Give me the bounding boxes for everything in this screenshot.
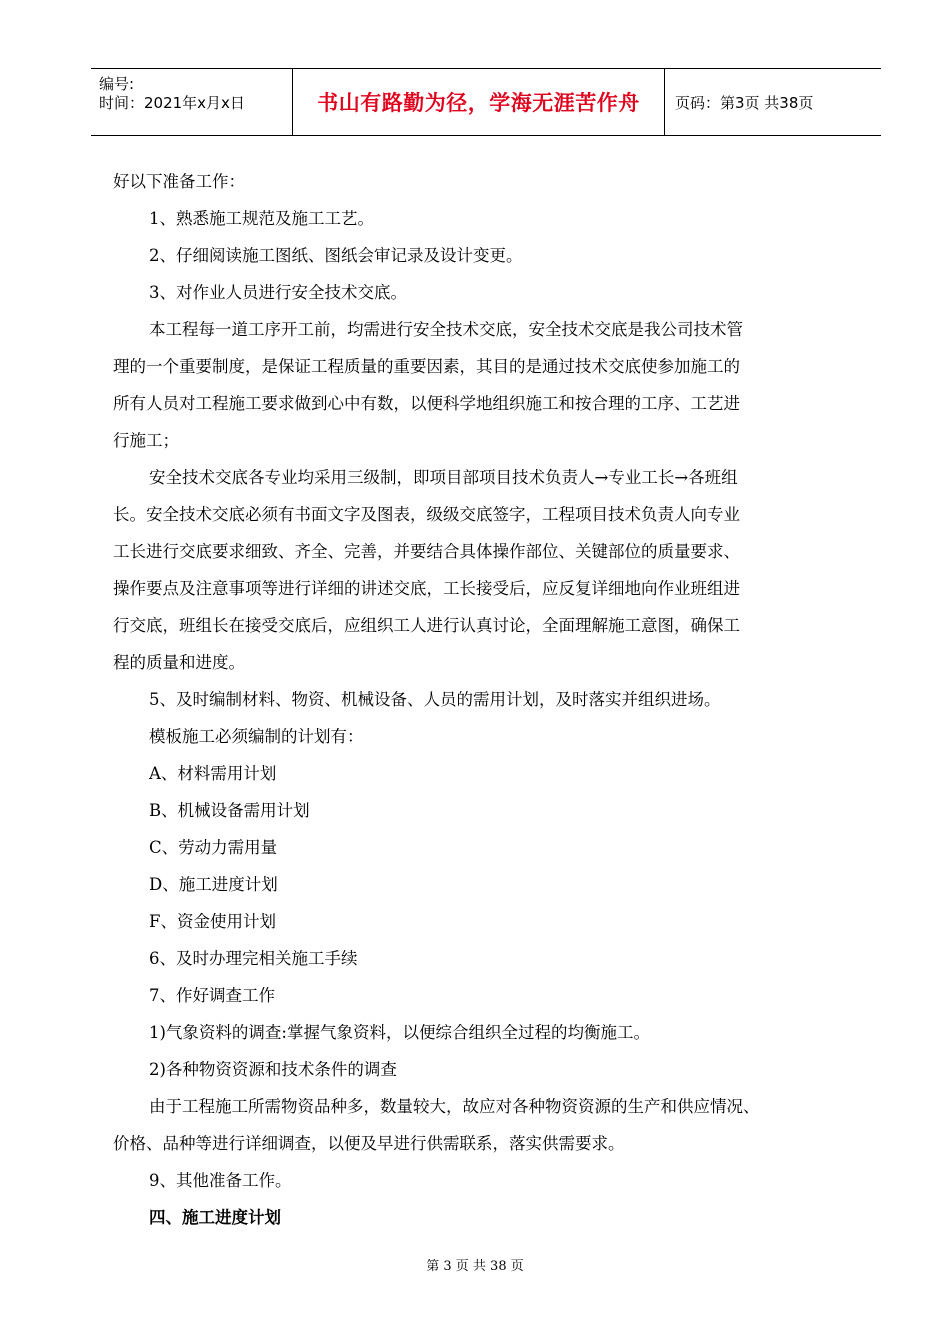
paragraph-line: 理的一个重要制度，是保证工程质量的重要因素，其目的是通过技术交底使参加施工的	[113, 357, 740, 376]
paragraph-line: 3、对作业人员进行安全技术交底。	[149, 283, 407, 302]
time-label: 时间：2021年x月x日	[99, 94, 245, 112]
paragraph-line: 2)各种物资资源和技术条件的调查	[149, 1060, 397, 1079]
paragraph-line: 1)气象资料的调查:掌握气象资料，以便综合组织全过程的均衡施工。	[149, 1023, 650, 1042]
paragraph-line: 行施工；	[113, 431, 179, 450]
paragraph-line: A、材料需用计划	[149, 764, 277, 783]
paragraph-line: 程的质量和进度。	[113, 653, 245, 672]
code-label: 编号:	[99, 75, 135, 93]
header-meta-cell	[91, 69, 293, 135]
paragraph-line: 价格、品种等进行详细调查，以便及早进行供需联系，落实供需要求。	[113, 1134, 625, 1153]
paragraph-line: 安全技术交底各专业均采用三级制，即项目部项目技术负责人→专业工长→各班组	[149, 468, 738, 487]
page-footer: 第 3 页 共 38 页	[426, 1259, 524, 1274]
paragraph-line: 2、仔细阅读施工图纸、图纸会审记录及设计变更。	[149, 246, 523, 265]
header-page-cell	[665, 69, 881, 135]
paragraph-line: 工长进行交底要求细致、齐全、完善，并要结合具体操作部位、关键部位的质量要求、	[113, 542, 740, 561]
paragraph-line: F、资金使用计划	[149, 912, 276, 931]
paragraph-line: 5、及时编制材料、物资、机械设备、人员的需用计划，及时落实并组织进场。	[149, 690, 721, 709]
header-motto: 书山有路勤为径，学海无涯苦作舟	[317, 91, 640, 115]
paragraph-line: 模板施工必须编制的计划有：	[149, 727, 364, 746]
paragraph-line: 9、其他准备工作。	[149, 1171, 292, 1190]
paragraph-line: 6、及时办理完相关施工手续	[149, 949, 358, 968]
paragraph-line: 本工程每一道工序开工前，均需进行安全技术交底，安全技术交底是我公司技术管	[149, 320, 743, 339]
paragraph-line: 7、作好调查工作	[149, 986, 275, 1005]
paragraph-line: C、劳动力需用量	[149, 838, 278, 857]
paragraph-line: B、机械设备需用计划	[149, 801, 310, 820]
paragraph-line: 由于工程施工所需物资品种多，数量较大，故应对各种物资资源的生产和供应情况、	[149, 1097, 760, 1116]
section-heading: 四、施工进度计划	[149, 1208, 281, 1227]
document-body	[113, 163, 873, 1236]
page-header	[91, 68, 881, 136]
header-motto-cell	[293, 69, 665, 135]
paragraph-line: 操作要点及注意事项等进行详细的讲述交底，工长接受后，应反复详细地向作业班组进	[113, 579, 740, 598]
paragraph-line: 1、熟悉施工规范及施工工艺。	[149, 209, 374, 228]
paragraph-line: 长。安全技术交底必须有书面文字及图表，级级交底签字，工程项目技术负责人向专业	[113, 505, 740, 524]
paragraph-line: 行交底，班组长在接受交底后，应组织工人进行认真讨论，全面理解施工意图，确保工	[113, 616, 740, 635]
paragraph-line: D、施工进度计划	[149, 875, 278, 894]
paragraph-line: 好以下准备工作：	[113, 172, 245, 191]
paragraph-line: 所有人员对工程施工要求做到心中有数，以便科学地组织施工和按合理的工序、工艺进	[113, 394, 740, 413]
header-page-info: 页码：第3页 共38页	[675, 93, 814, 112]
